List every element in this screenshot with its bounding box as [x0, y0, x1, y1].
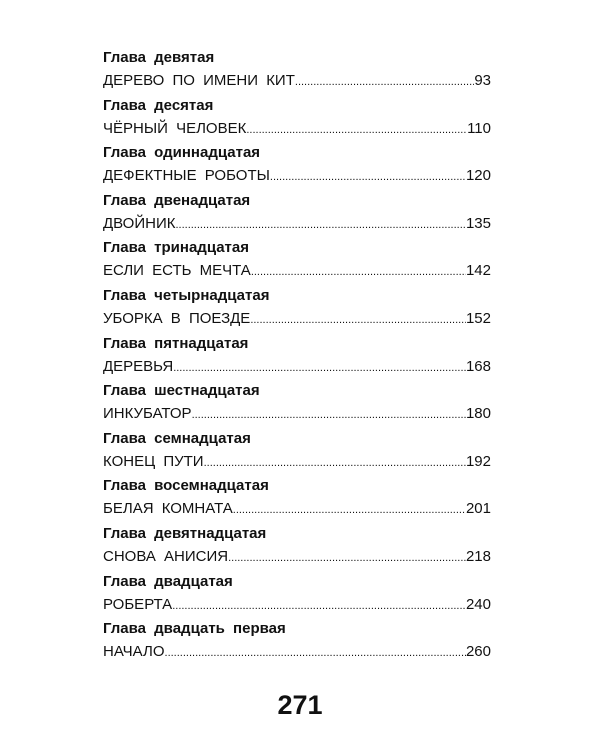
chapter-heading: Глава двадцать первая: [103, 620, 286, 638]
page-number: 271: [277, 690, 323, 720]
chapter-page-number: 240: [465, 595, 491, 613]
chapter-page-number: 218: [465, 547, 491, 565]
chapter-title-line: [103, 357, 491, 378]
dot-leader: [165, 643, 466, 663]
chapter-title-line: [103, 71, 491, 92]
toc-entry: [103, 143, 491, 191]
dot-leader: [172, 596, 466, 616]
toc-entry: [103, 48, 491, 96]
toc-entry: [103, 238, 491, 286]
chapter-heading: Глава десятая: [103, 96, 214, 114]
chapter-heading: Глава девятая: [103, 49, 215, 66]
chapter-title: ЧЁРНЫЙ ЧЕЛОВЕК: [103, 119, 247, 137]
chapter-title: УБОРКА В ПОЕЗДЕ: [103, 309, 251, 327]
dot-leader: [175, 215, 466, 235]
chapter-title: БЕЛАЯ КОМНАТА: [103, 500, 233, 518]
chapter-heading: Глава шестнадцатая: [103, 382, 260, 400]
chapter-title-line: [103, 119, 491, 140]
toc-entry: [103, 572, 491, 620]
chapter-title-line: [103, 499, 491, 520]
chapter-page-number: 201: [465, 500, 491, 518]
dot-leader: [270, 167, 466, 187]
chapter-heading: Глава двадцатая: [103, 572, 233, 590]
chapter-title-line: [103, 166, 491, 187]
chapter-page-number: 110: [467, 119, 491, 137]
chapter-title: НАЧАЛО: [103, 643, 165, 661]
chapter-title: ДЕРЕВЬЯ: [103, 357, 174, 375]
chapter-title-line: [103, 214, 491, 235]
chapter-title-line: [103, 309, 491, 330]
chapter-heading: Глава восемнадцатая: [103, 477, 269, 495]
dot-leader: [173, 358, 466, 378]
dot-leader: [246, 120, 467, 140]
chapter-page-number: 142: [465, 262, 491, 280]
chapter-title-line: [103, 642, 491, 663]
chapter-title-line: [103, 404, 491, 425]
chapter-title-line: [103, 595, 491, 616]
chapter-heading: Глава семнадцатая: [103, 429, 251, 447]
toc-entry: [103, 476, 491, 524]
chapter-title-line: [103, 452, 491, 473]
chapter-heading: Глава одиннадцатая: [103, 144, 261, 162]
dot-leader: [250, 310, 466, 330]
toc-entry: [103, 524, 491, 572]
chapter-page-number: 168: [465, 357, 491, 375]
chapter-heading: Глава двенадцатая: [103, 191, 251, 209]
chapter-page-number: 180: [465, 405, 491, 423]
chapter-title: РОБЕРТА: [103, 595, 173, 613]
chapter-heading: Глава девятнадцатая: [103, 524, 267, 542]
chapter-title: ДЕРЕВО ПО ИМЕНИ КИТ: [103, 72, 295, 89]
toc-entry: [103, 619, 491, 667]
chapter-title: ДВОЙНИК: [103, 214, 176, 232]
dot-leader: [233, 500, 466, 520]
chapter-title: КОНЕЦ ПУТИ: [103, 452, 204, 470]
toc-entry: [103, 96, 491, 144]
toc-entry: [103, 429, 491, 477]
chapter-page-number: 152: [465, 309, 491, 327]
chapter-heading: Глава тринадцатая: [103, 239, 250, 257]
chapter-title-line: [103, 547, 491, 568]
toc-entry: [103, 286, 491, 334]
chapter-page-number: 192: [465, 452, 491, 470]
chapter-title: ИНКУБАТОР: [103, 405, 192, 423]
dot-leader: [295, 72, 474, 92]
chapter-page-number: 260: [465, 643, 491, 661]
chapter-page-number: 135: [465, 214, 491, 232]
toc-entry: [103, 191, 491, 239]
chapter-title: СНОВА АНИСИЯ: [103, 547, 229, 565]
chapter-heading: Глава четырнадцатая: [103, 286, 270, 304]
chapter-page-number: 93: [474, 72, 491, 89]
chapter-title: ДЕФЕКТНЫЕ РОБОТЫ: [103, 167, 270, 185]
dot-leader: [251, 262, 466, 282]
toc-entry: [103, 381, 491, 429]
toc-entry: [103, 334, 491, 382]
chapter-title: ЕСЛИ ЕСТЬ МЕЧТА: [103, 262, 251, 280]
dot-leader: [192, 405, 466, 425]
chapter-page-number: 120: [465, 167, 491, 185]
chapter-title-line: [103, 261, 491, 282]
dot-leader: [204, 453, 466, 473]
chapter-heading: Глава пятнадцатая: [103, 334, 249, 352]
dot-leader: [228, 548, 466, 568]
table-of-contents: [103, 48, 491, 667]
